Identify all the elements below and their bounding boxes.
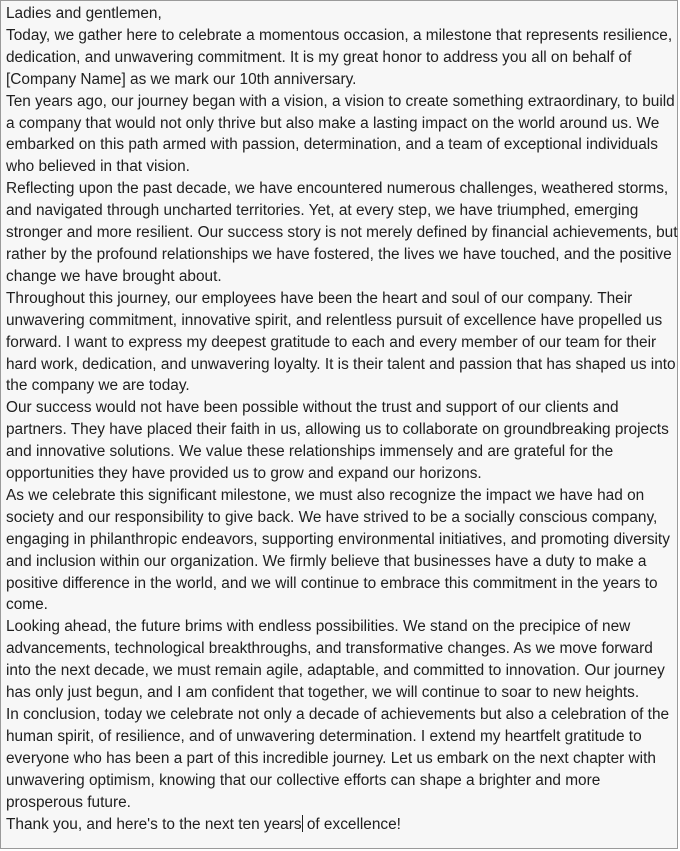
paragraph-future: Looking ahead, the future brims with endless possibilities. We stand on the precipice of new advancements, technological breakthroughs, and transformative changes. As we move forward into the next decade, we must remain agile, adaptable, and committed to innovation. Our journey has only just begun, and I am confident that together, we will continue to soar to new heights. [6,618,665,702]
speech-text-area[interactable] [6,3,678,835]
paragraph-clients: Our success would not have been possible without the trust and support of our clients and partners. They have placed their faith in us, allowing us to collaborate on groundbreaking projects and innovative solutions. We value these relationships immensely and are grateful for the opportunities they have provided us to grow and expand our horizons. [6,399,669,483]
paragraph-reflection: Reflecting upon the past decade, we have encountered numerous challenges, weathered storms, and navigated through uncharted territories. Yet, at every step, we have triumphed, emerging stronger and more resilient. Our success story is not merely defined by financial achievements, but rather by the profound relationships we have fostered, the lives we have touched, and the positive change we have brought about. [6,180,678,285]
paragraph-employees: Throughout this journey, our employees have been the heart and soul of our company. Their unwavering commitment, innovative spirit, and relentless pursuit of excellence have propelled us forward. I want to express my deepest gratitude to each and every member of our team for their hard work, dedication, and unwavering loyalty. It is their talent and passion that has shaped us into the company we are today. [6,289,676,395]
paragraph-conclusion: In conclusion, today we celebrate not only a decade of achievements but also a celebration of the human spirit, of resilience, and of unwavering determination. I extend my heartfelt gratitude to everyone who has been a part of this incredible journey. Let us embark on the next chapter with unwavering optimism, knowing that our collective efforts can shape a brighter and more prosperous future. [6,706,670,811]
closing-text-after-caret: of excellence! [302,815,401,833]
paragraph-introduction: Today, we gather here to celebrate a momentous occasion, a milestone that represents resilience, dedication, and unwavering commitment. It is my great honor to address you all on behalf of [Company Name] as we mark our 10th anniversary. [6,26,673,88]
paragraph-greeting: Ladies and gentlemen, [6,5,162,22]
paragraph-social-impact: As we celebrate this significant milestone, we must also recognize the impact we have had on society and our responsibility to give back. We have strived to be a socially conscious company, engaging in philanthropic endeavors, supporting environmental initiatives, and promoting diversity and inclusion within our organization. We firmly believe that businesses have a duty to make a positive difference in the world, and we will continue to embrace this commitment in the years to come. [6,486,670,614]
paragraph-closing [6,814,678,836]
closing-text-before-caret: Thank you, and here's to the next ten years [6,815,302,833]
paragraph-origins: Ten years ago, our journey began with a vision, a vision to create something extraordinary, to build a company that would not only thrive but also make a lasting impact on the world around us. We embarked on this path armed with passion, determination, and a team of exceptional individuals who believed in that vision. [6,92,675,176]
